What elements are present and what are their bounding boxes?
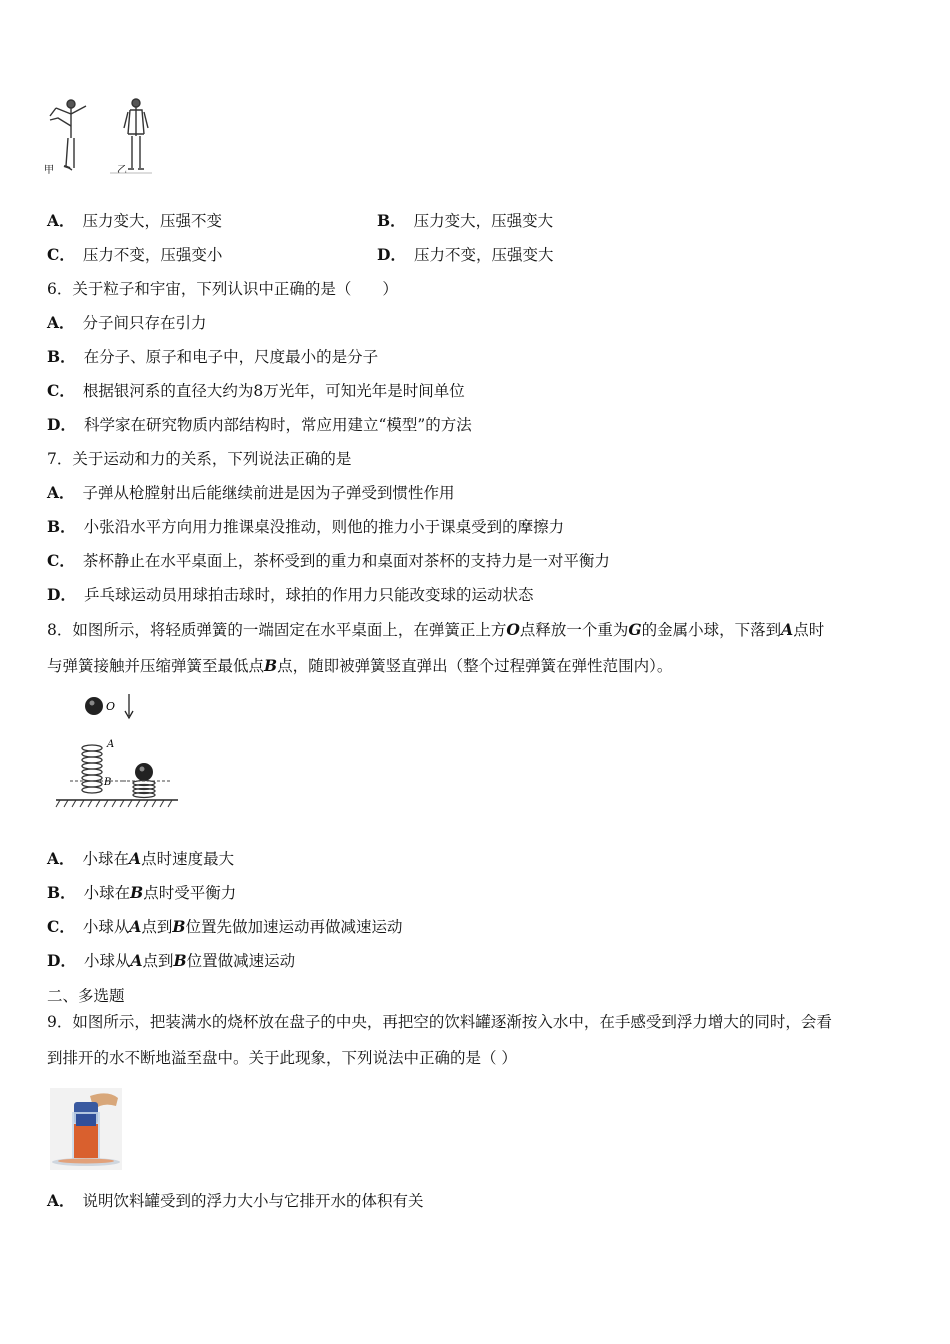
q5-option-c: C． 压力不变，压强变小 bbox=[47, 245, 223, 264]
q7-option-b: B． 小张沿水平方向用力推课桌没推动，则他的推力小于课桌受到的摩擦力 bbox=[47, 517, 565, 536]
beaker-can-photo bbox=[50, 1088, 122, 1170]
q8-stem-line1: 8．如图所示，将轻质弹簧的一端固定在水平桌面上，在弹簧正上方O点释放一个重为G的金属小球，下落到A点时 bbox=[47, 620, 825, 639]
q9-stem-line2: 到排开的水不断地溢至盘中。关于此现象，下列说法中正确的是（ ） bbox=[47, 1049, 517, 1067]
spring-ball-figure bbox=[52, 690, 182, 814]
q8-option-d: D． 小球从A点到B位置做减速运动 bbox=[47, 951, 296, 970]
section-title: 二、多选题 bbox=[47, 987, 125, 1005]
label-a: A bbox=[107, 739, 115, 750]
q5-option-d: D． 压力不变，压强变大 bbox=[377, 245, 554, 264]
q8-option-b: B． 小球在B点时受平衡力 bbox=[47, 883, 237, 902]
q9-stem-line1: 9．如图所示，把装满水的烧杯放在盘子的中央，再把空的饮料罐逐渐按入水中，在手感受到浮力增大的同时，会看 bbox=[47, 1013, 832, 1031]
q6-option-b: B． 在分子、原子和电子中，尺度最小的是分子 bbox=[47, 347, 379, 366]
q7-option-c: C． 茶杯静止在水平桌面上，茶杯受到的重力和桌面对茶杯的支持力是一对平衡力 bbox=[47, 551, 610, 570]
q7-option-d: D． 乒乓球运动员用球拍击球时，球拍的作用力只能改变球的运动状态 bbox=[47, 585, 534, 604]
q9-option-a: A． 说明饮料罐受到的浮力大小与它排开水的体积有关 bbox=[47, 1191, 424, 1210]
q6-option-a: A． 分子间只存在引力 bbox=[47, 313, 207, 332]
q6-option-d: D． 科学家在研究物质内部结构时，常应用建立“模型”的方法 bbox=[47, 415, 472, 434]
label-o: O bbox=[106, 700, 116, 713]
q5-option-b: B． 压力变大，压强变大 bbox=[377, 211, 554, 230]
q6-stem: 6．关于粒子和宇宙，下列认识中正确的是（ ） bbox=[47, 280, 398, 298]
taichi-figure bbox=[44, 96, 156, 178]
label-b: B bbox=[104, 777, 112, 788]
taichi-label-right: 乙 bbox=[117, 165, 127, 176]
q5-option-a: A． 压力变大，压强不变 bbox=[47, 211, 223, 230]
taichi-label-left: 甲 bbox=[44, 165, 54, 176]
q7-option-a: A． 子弹从枪膛射出后能继续前进是因为子弹受到惯性作用 bbox=[47, 483, 455, 502]
q8-option-a: A． 小球在A点时速度最大 bbox=[47, 849, 235, 868]
q8-stem-line2: 与弹簧接触并压缩弹簧至最低点B点，随即被弹簧竖直弹出（整个过程弹簧在弹性范围内）。 bbox=[47, 656, 673, 675]
q6-option-c: C． 根据银河系的直径大约为8万光年，可知光年是时间单位 bbox=[47, 381, 465, 400]
q7-stem: 7．关于运动和力的关系，下列说法正确的是 bbox=[47, 450, 352, 468]
q8-option-c: C． 小球从A点到B位置先做加速运动再做减速运动 bbox=[47, 917, 403, 936]
